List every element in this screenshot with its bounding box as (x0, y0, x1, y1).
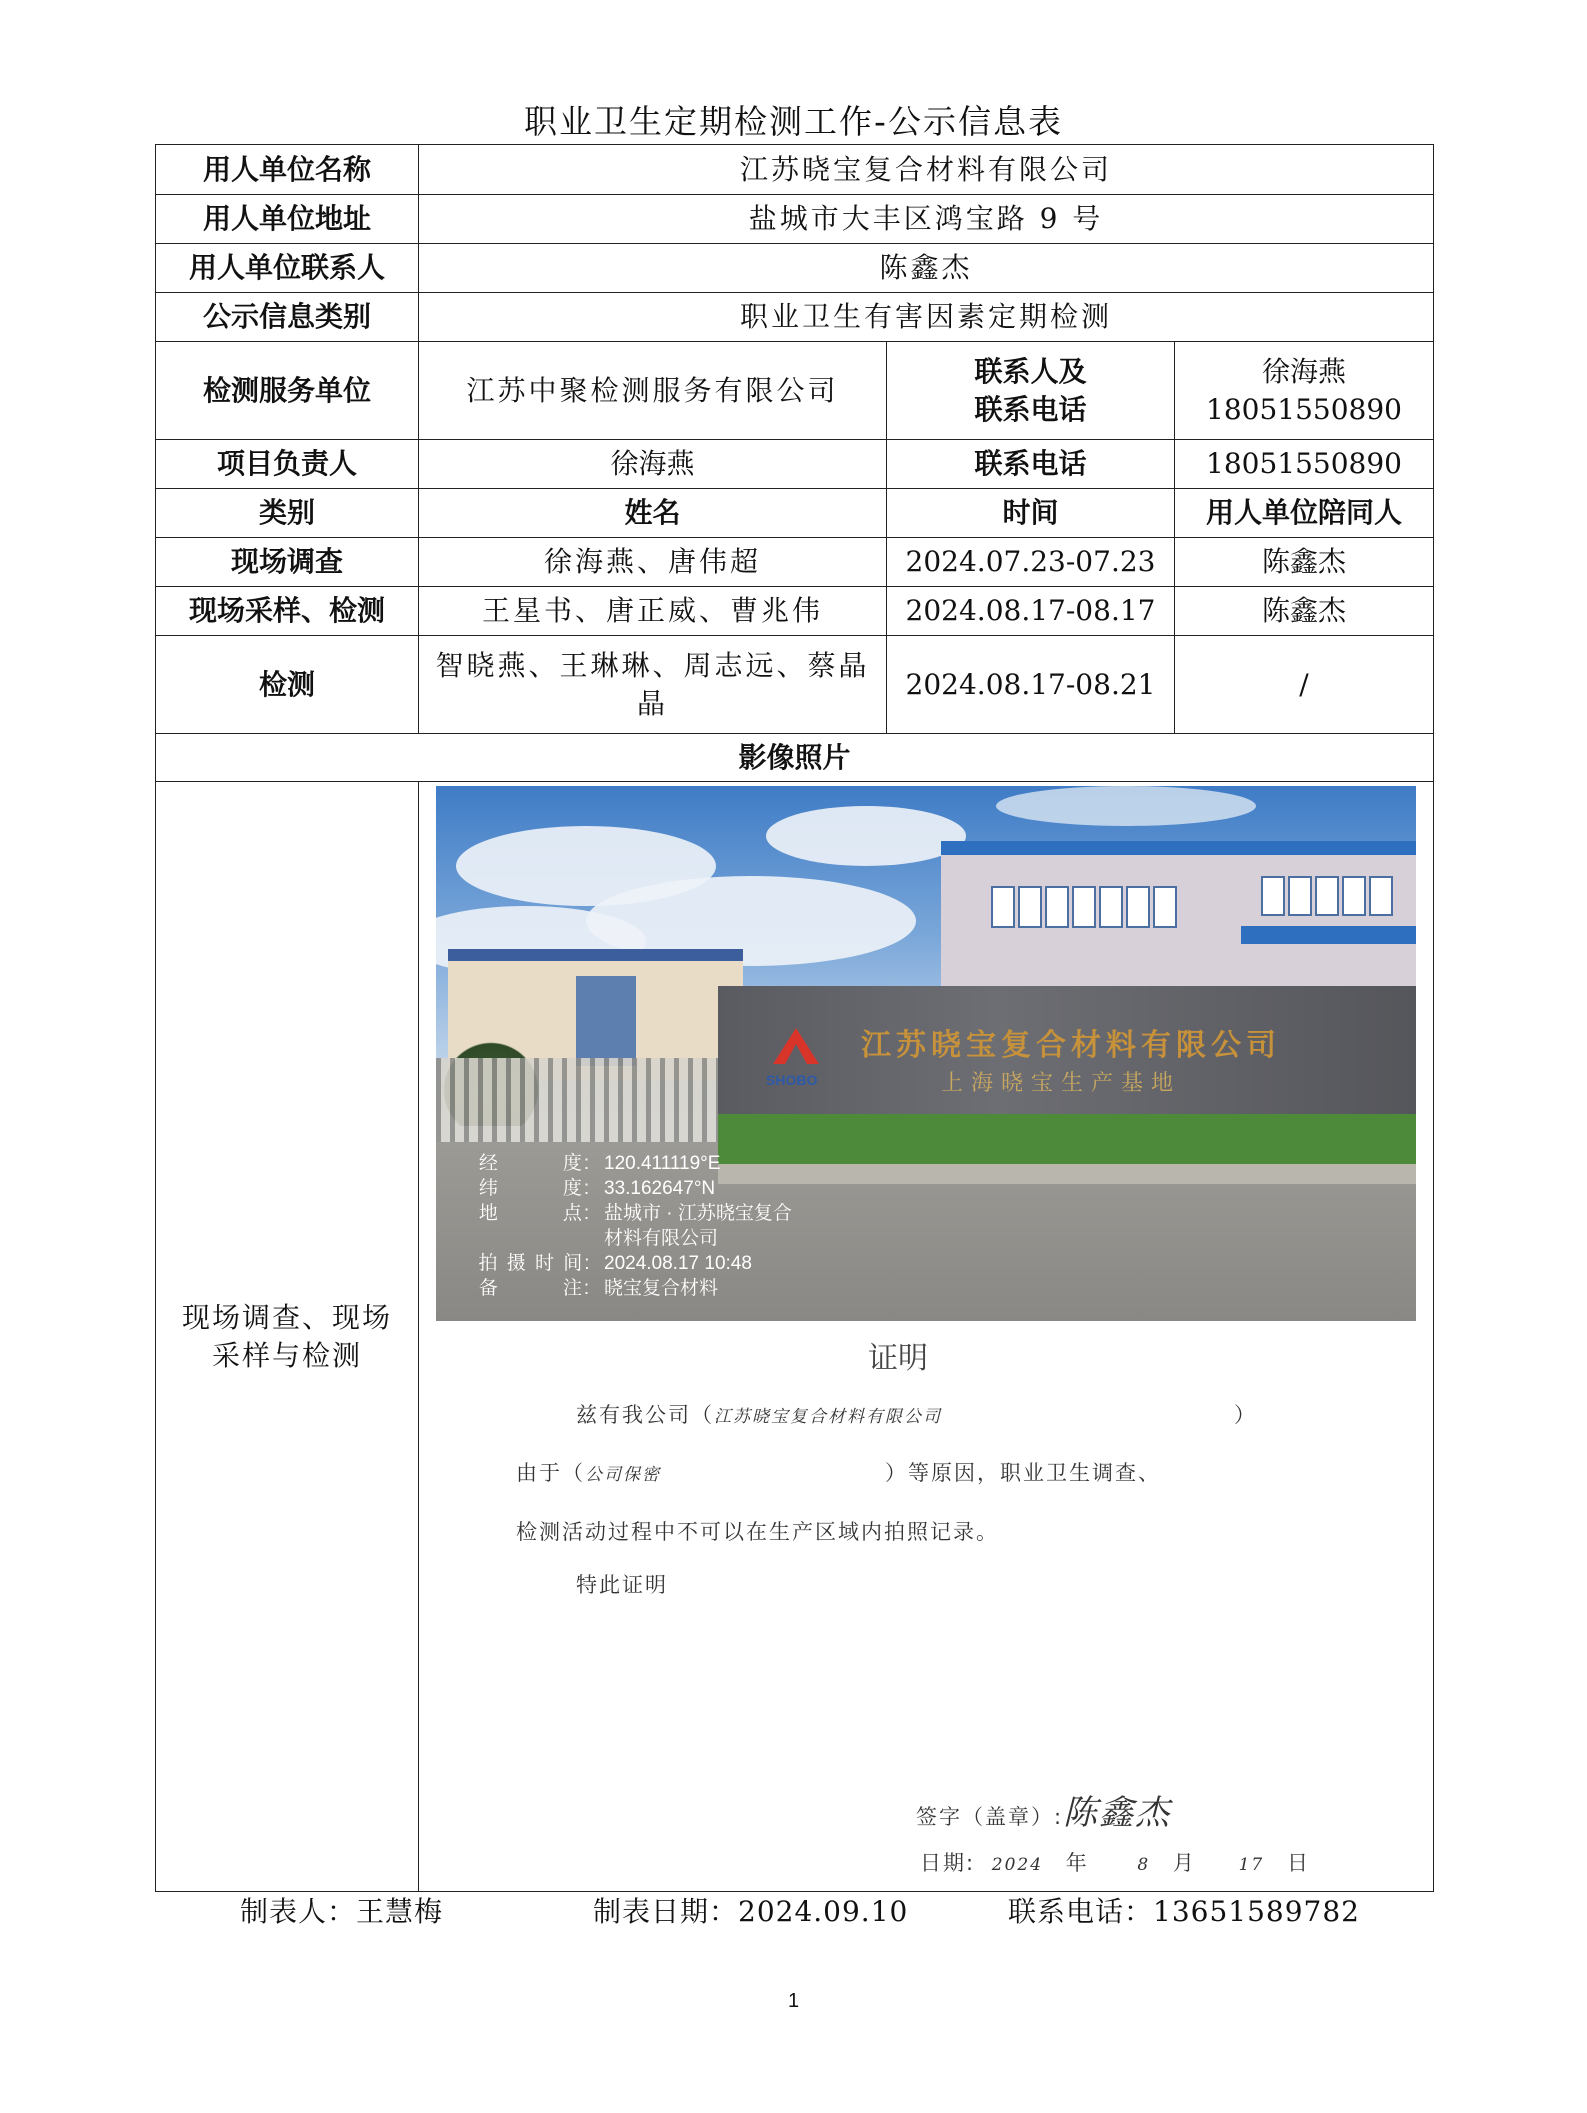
label-unit-contact: 用人单位联系人 (156, 244, 419, 293)
row-project-lead (156, 440, 1434, 489)
label-service-contact (887, 342, 1175, 440)
certificate-line3: 检测活动过程中不可以在生产区域内拍照记录。 (516, 1520, 999, 1544)
row-unit-address (156, 195, 1434, 244)
page-number: 1 (787, 1990, 800, 2012)
watermark-row: 经 度: 120.411119°E (478, 1153, 721, 1174)
handwritten-signature: 陈鑫杰 (1063, 1793, 1172, 1833)
label-info-category: 公示信息类别 (156, 293, 419, 342)
certificate-line2: 由于（公司保密 ）等原因，职业卫生调查、 (516, 1461, 1161, 1485)
value-unit-address: 盐城市大丰区鸿宝路 9 号 (419, 195, 1434, 244)
activity-names: 徐海燕、唐伟超 (419, 538, 887, 587)
photo-row-label: 现场调查、现场采样与检测 (156, 782, 419, 1892)
activity-names: 王星书、唐正威、曹兆伟 (419, 587, 887, 636)
wall-sign-line2: 上海晓宝生产基地 (941, 1071, 1182, 1096)
company-logo-icon (771, 1026, 821, 1066)
value-info-category: 职业卫生有害因素定期检测 (419, 293, 1434, 342)
label-unit-address: 用人单位地址 (156, 195, 419, 244)
label-service-unit: 检测服务单位 (156, 342, 419, 440)
activity-escort: / (1175, 636, 1434, 734)
row-activity-header (156, 489, 1434, 538)
value-project-phone: 18051550890 (1175, 440, 1434, 489)
certificate-signature: 签字（盖章）:陈鑫杰 (916, 1793, 1172, 1833)
row-info-category (156, 293, 1434, 342)
service-contact-name: 徐海燕 (1262, 354, 1347, 388)
label-unit-name: 用人单位名称 (156, 145, 419, 195)
certificate-title: 证明 (868, 1341, 928, 1376)
watermark-row: 备 注: 晓宝复合材料 (478, 1278, 719, 1299)
row-unit-contact (156, 244, 1434, 293)
row-photo-section (156, 734, 1434, 782)
label-service-contact-line1: 联系人及 (974, 354, 1087, 388)
value-unit-name: 江苏晓宝复合材料有限公司 (419, 145, 1434, 195)
certificate-line4: 特此证明 (576, 1573, 668, 1597)
watermark-row: 纬 度: 33.162647°N (478, 1178, 716, 1199)
table-row (156, 587, 1434, 636)
value-service-unit: 江苏中聚检测服务有限公司 (419, 342, 887, 440)
site-photo (436, 786, 1416, 1321)
activity-escort: 陈鑫杰 (1175, 587, 1434, 636)
watermark-row: 拍 摄 时 间: 2024.08.17 10:48 (478, 1253, 752, 1274)
table-row (156, 636, 1434, 734)
info-table (155, 144, 1434, 1892)
header-escort: 用人单位陪同人 (1175, 489, 1434, 538)
activity-time: 2024.08.17-08.17 (887, 587, 1175, 636)
row-unit-name (156, 145, 1434, 195)
service-contact-phone: 18051550890 (1206, 392, 1402, 426)
row-photos (156, 782, 1434, 1892)
activity-escort: 陈鑫杰 (1175, 538, 1434, 587)
table-row (156, 538, 1434, 587)
watermark-row: 地 点: 盐城市 · 江苏晓宝复合 (478, 1203, 792, 1224)
photo-section-label: 影像照片 (156, 734, 1434, 782)
wall-sign-line1: 江苏晓宝复合材料有限公司 (861, 1028, 1281, 1063)
header-category: 类别 (156, 489, 419, 538)
label-project-phone: 联系电话 (887, 440, 1175, 489)
certificate-date: 日期: 2024 年 8 月 17 日 (920, 1851, 1310, 1875)
label-project-lead: 项目负责人 (156, 440, 419, 489)
photo-watermark (466, 1151, 792, 1301)
row-service-unit (156, 342, 1434, 440)
activity-time: 2024.07.23-07.23 (887, 538, 1175, 587)
activity-category: 现场调查 (156, 538, 419, 587)
footer-phone: 联系电话：13651589782 (1008, 1895, 1360, 1928)
activity-category: 检测 (156, 636, 419, 734)
header-time: 时间 (887, 489, 1175, 538)
footer-date: 制表日期：2024.09.10 (593, 1895, 909, 1928)
value-project-lead: 徐海燕 (419, 440, 887, 489)
header-name: 姓名 (419, 489, 887, 538)
certificate-line1: 兹有我公司（江苏晓宝复合材料有限公司 ） (576, 1403, 1257, 1427)
value-unit-contact: 陈鑫杰 (419, 244, 1434, 293)
page-title: 职业卫生定期检测工作-公示信息表 (524, 102, 1063, 141)
logo-text: SHOBO (766, 1072, 818, 1088)
label-service-contact-line2: 联系电话 (974, 392, 1087, 426)
activity-time: 2024.08.17-08.21 (887, 636, 1175, 734)
footer-maker: 制表人：王慧梅 (240, 1895, 444, 1928)
certificate-image (436, 1321, 1416, 1881)
photo-cell (419, 782, 1434, 1892)
watermark-row: 材料有限公司 (604, 1228, 719, 1249)
value-service-contact (1175, 342, 1434, 440)
activity-names: 智晓燕、王琳琳、周志远、蔡晶晶 (419, 636, 887, 734)
activity-category: 现场采样、检测 (156, 587, 419, 636)
